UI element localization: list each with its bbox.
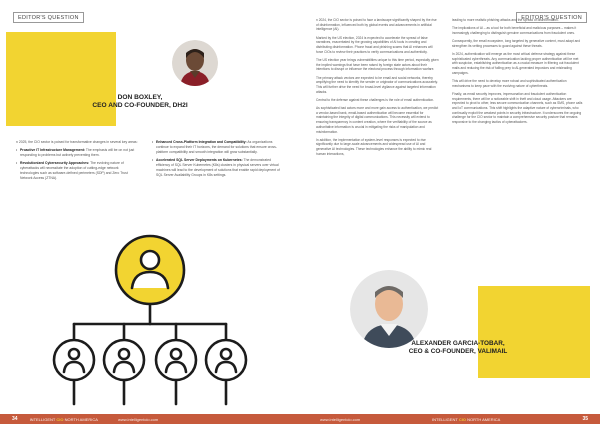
section-tag: EDITOR'S QUESTION [516, 12, 587, 23]
paragraph: n 2024, the CIO sector is poised to face a landscape significantly shaped by the rise of disinformation, influenced both by global events and advancements in artificial intelligence (AI). [316, 18, 437, 32]
website-link[interactable]: www.intelligentcio.com [320, 416, 361, 422]
paragraph: Finally, as email security improves, impersonation and fraudulent authentication requirements, there will be a noticeable shift in theft and cloud usage. Attackers are expected to pivot to other, less secure communication channels, such as SMS, phone calls and IoT communications. This shift highlights the adaptive nature of cybercriminals, who continually exploit the weakest points in security infrastructure. It underscores the ongoing challenge for the CIO sector to maintain a comprehensive security posture that remains responsive to the changing tactics of cyberattackers. [452, 91, 583, 125]
paragraph: The US election year brings vulnerabilities unique to this time period, especially given the implied warnings that have been raised by foreign state actors about their intentions to disrupt or influence the electoral process through information warfare. [316, 57, 439, 72]
paragraph: In 2024, authentication will emerge as the most critical defense strategy against these sophisticated cyberthreats. Any communication lacking proper authentication will be met with suspicion, establishing authentication as a crucial measure in filtering out fraudulent mails and reducing the risk of falling prey to AI-generated impostors and misleading campaigns. [452, 52, 579, 75]
profile-photo-alexander-garcia-tobar [350, 270, 428, 348]
magazine-title: INTELLIGENT CIO NORTH AMERICA [29, 416, 98, 422]
network-people-illustration [30, 208, 270, 410]
paragraph: In addition, the implementation of system-level responses is expected to rise significantly due to large-scale advancements and widespread use of AI and generative AI technologies. These technologies enhance the ability to mimic real human interactions, [316, 137, 432, 156]
right-text-column-2 [452, 18, 584, 128]
bullet-item: • Accelerated SQL Server Deployments on Kubernetes: The demonstrated efficiency of SQL Server Kubernetes (K8s) clusters in physical servers over virtual machines will lead to the development of solutions that enable rapid deployment of SQL Server Availability Groups in K8s settings. [152, 158, 284, 178]
page-footer [300, 414, 600, 424]
intro-paragraph: n 2025, the CIO sector is poised for transformative changes in several key areas: [16, 140, 138, 144]
paragraph: leading to more realistic phishing attacks and the spread of disinformation. [452, 18, 559, 22]
profile-name [358, 340, 558, 356]
profile-name-line1: ALEXANDER GARCIA-TOBAR, [411, 340, 505, 347]
left-text-column-1 [16, 140, 138, 184]
right-text-column-1 [316, 18, 440, 160]
profile-name-line2: CEO AND CO-FOUNDER, DH2I [92, 102, 188, 110]
page-footer [0, 414, 300, 424]
paragraph: This will drive the need to develop more robust and sophisticated authentication mechanisms to keep pace with the evolving nature of cyberthreats. [452, 79, 567, 88]
page-number: 35 [582, 416, 588, 422]
bullet-item: • Enhanced Cross-Platform Integration and Compatibility: As organizations continue to expand their IT horizons, the demand for solutions that ensure cross-platform compatibility and smooth integration will grow substantially. [152, 140, 284, 155]
paragraph: As sophisticated bad actors more and more gain access to authentication, we predict a vendor-based bank, email-based authentication will become essential for maintaining the integrity of digital communications. This necessity will extend to ensuring transparency in content creation, where the verifiability of the source as authoritative information is crucial in mitigating the risks of manipulation and misinformation. [316, 106, 439, 134]
profile-name [60, 94, 220, 110]
profile-highlight-box [6, 32, 116, 126]
bullet-item: • Proactive IT Infrastructure Management: The emphasis will be on not just responding to problems but actively preventing them. [16, 148, 138, 158]
profile-name-line1: DON BOXLEY, [117, 94, 163, 101]
section-tag: EDITOR'S QUESTION [13, 12, 84, 23]
paragraph: Marked by the US election, 2024 is expected to accelerate the spread of false narratives, exacerbated by the growing capabilities of AI tools in creating and distributing disinformation. Phone fraud and phishing scams that AI enhances will force CIOs to review their practices to verify communications and authenticity. [316, 35, 433, 54]
website-link[interactable]: www.intelligentcio.com [118, 416, 159, 422]
right-page [300, 0, 600, 424]
bullet-item: • Revolutionized Cybersecurity Approaches: The evolving nature of cyberattacks will necessitate the adoption of cutting-edge network technologies such as software-defined perimeters (SDP) and Zero Trust Network Access (ZTNA). [16, 161, 138, 181]
paragraph: The primary attack vectors are expected to be email and social networks, thereby amplifying the need to identify the sender or originator of communications accurately. This will further drive the need for broad-level vigilance against targeted information attacks. [316, 75, 438, 94]
paragraph: Consequently, the email ecosystem, long targeted by generative content, must adapt and strengthen its vetting processes to guard against these threats. [452, 39, 581, 48]
magazine-title: INTELLIGENT CIO NORTH AMERICA [432, 416, 501, 422]
paragraph: The implications of AI – as a tool for both beneficial and malicious purposes – makes it increasingly challenging to distinguish genuine communications from fraudulent ones. [452, 26, 577, 35]
profile-highlight-box [478, 286, 590, 378]
profile-name-line2: CEO & CO-FOUNDER, VALIMAIL [408, 348, 508, 355]
page-number: 34 [12, 416, 18, 422]
left-text-column-2 [152, 140, 284, 181]
profile-photo-don-boxley [172, 40, 218, 86]
paragraph: Central to the defense against these challenges is the role of email authentication. [316, 97, 434, 102]
